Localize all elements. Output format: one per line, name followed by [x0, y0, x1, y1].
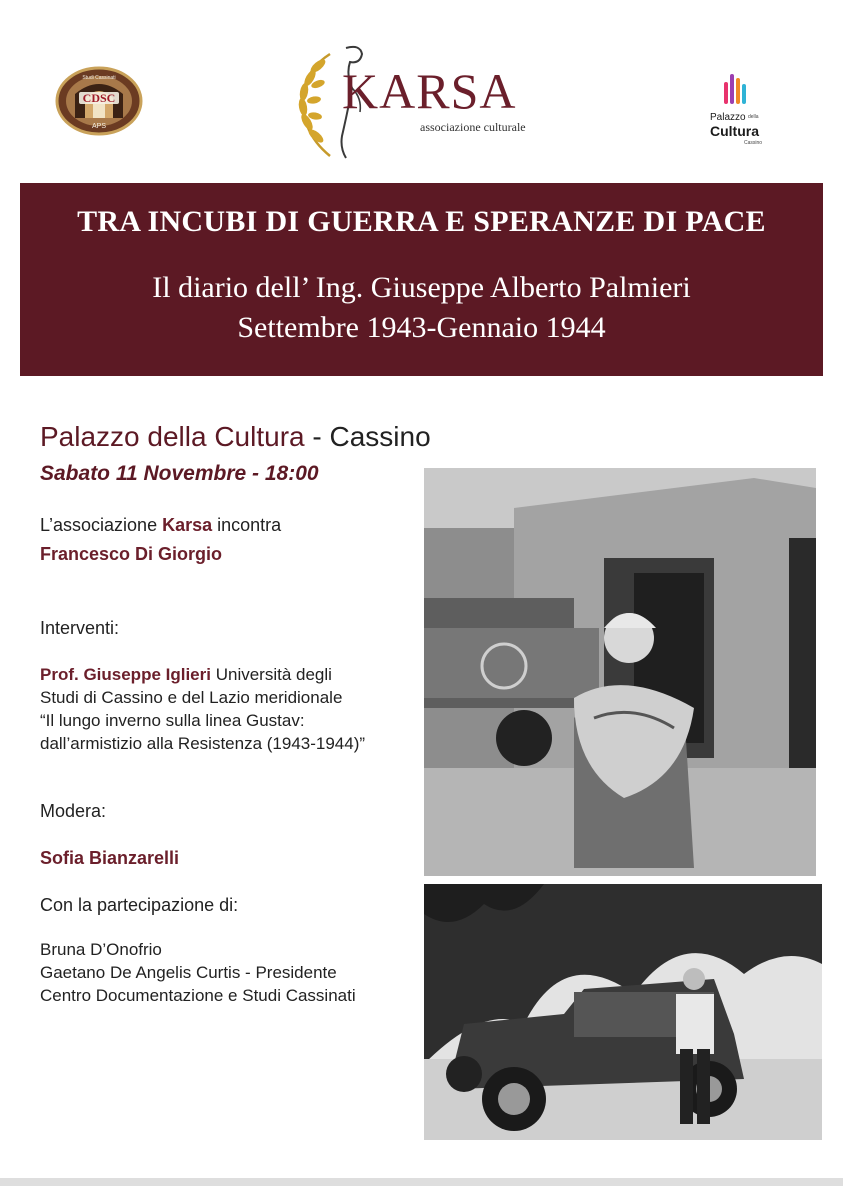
venue-line — [40, 421, 431, 453]
cdsc-top-text: Studi Cassinati — [82, 75, 116, 81]
participant-3: Centro Documentazione e Studi Cassinati — [40, 986, 356, 1005]
banner-subtitle-2: Settembre 1943-Gennaio 1944 — [237, 311, 606, 344]
cdsc-logo — [55, 66, 143, 136]
interventi-label: Interventi: — [40, 618, 120, 638]
palazzo-small: della — [748, 114, 759, 120]
participation-label: Con la partecipazione di: — [40, 895, 239, 915]
talk-title-2: dall’armistizio alla Resistenza (1943-1944)” — [40, 734, 366, 753]
guest-name: Francesco Di Giorgio — [40, 544, 223, 564]
karsa-logo — [290, 40, 540, 162]
intro-pre: L’associazione — [40, 515, 163, 535]
talk-title-1: “Il lungo inverno sulla linea Gustav: — [40, 711, 305, 730]
palazzo-city: Cassino — [744, 140, 763, 146]
intro-line — [40, 514, 281, 536]
banner-subtitle-1: Il diario dell’ Ing. Giuseppe Alberto Palmieri — [152, 271, 691, 304]
title-banner — [20, 183, 823, 376]
speaker-affiliation-1: Università degli — [210, 665, 332, 684]
intro-post: incontra — [212, 515, 282, 535]
venue-name: Palazzo della Cultura — [40, 421, 305, 452]
bottom-strip — [0, 1178, 843, 1186]
cdsc-bottom-text: APS — [91, 123, 107, 130]
intro-karsa: Karsa — [162, 515, 213, 535]
speaker-affiliation-2: Studi di Cassino e del Lazio meridionale — [40, 688, 343, 707]
karsa-subtitle: associazione culturale — [420, 120, 526, 134]
photo-man-with-car — [424, 884, 822, 1140]
palazzo-line2: Cultura — [710, 123, 759, 139]
participant-1: Bruna D’Onofrio — [40, 940, 162, 959]
color-bars-icon — [722, 70, 752, 110]
venue-city: - Cassino — [304, 421, 431, 452]
photo-girl-with-lamb — [424, 468, 816, 876]
moderator-name: Sofia Bianzarelli — [40, 848, 180, 868]
modera-label: Modera: — [40, 801, 107, 821]
participant-2: Gaetano De Angelis Curtis - Presidente — [40, 963, 337, 982]
speaker-name: Prof. Giuseppe Iglieri — [40, 665, 211, 684]
banner-title: TRA INCUBI DI GUERRA E SPERANZE DI PACE — [77, 205, 766, 238]
speaker-line — [40, 664, 332, 686]
palazzo-line1: Palazzo — [710, 112, 746, 123]
event-date: Sabato 11 Novembre - 18:00 — [40, 462, 319, 485]
cdsc-main-text: CDSC — [82, 91, 116, 105]
karsa-name: KARSA — [342, 63, 517, 119]
palazzo-logo — [704, 70, 768, 150]
